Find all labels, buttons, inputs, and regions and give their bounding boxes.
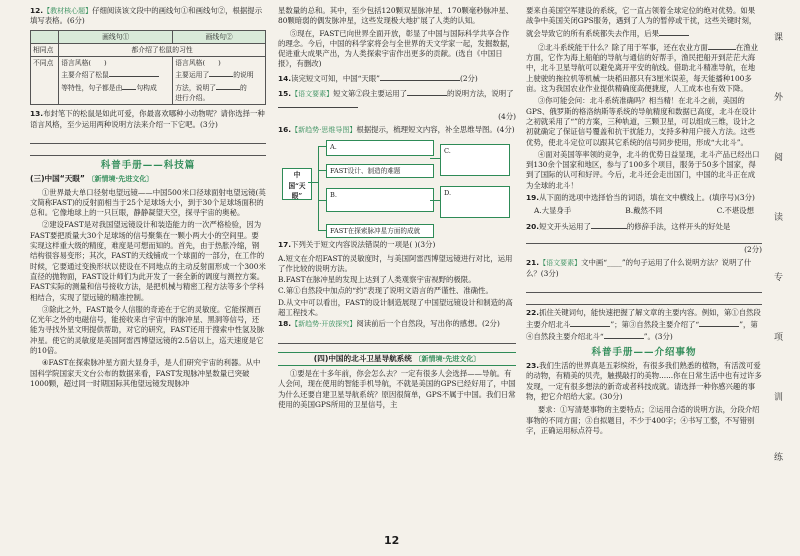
question-14 [278, 72, 516, 84]
answer-line[interactable] [30, 145, 266, 156]
answer-blank[interactable] [699, 318, 739, 327]
question-tag: 【语文要素】 [539, 259, 582, 268]
answer-blank[interactable] [209, 68, 233, 77]
answer-blank[interactable] [122, 81, 136, 90]
side-char: 读 [774, 213, 784, 223]
answer-blank[interactable] [708, 41, 736, 50]
question-text: 抓住关键词句，能快速把握了解文章的主要内容。例如，第①自然段主要介绍北斗 [526, 307, 761, 330]
paragraph: ①要是在十多年前，你会怎么去？一定有很多人会选择——导航。有人会问，现在使用的智能手机导航，不就是美国的GPS已经好用了，中国为什么还要自建卫星导航系统？原因很简单，GPS不属于中国。我们日常使用的美国GPS所用的卫星信号，主 [278, 368, 516, 409]
answer-line[interactable] [278, 333, 516, 344]
column-right [526, 6, 762, 438]
mind-map-node-a[interactable]: A. [326, 140, 434, 156]
side-char: 专 [774, 273, 784, 283]
question-13 [30, 109, 266, 130]
cell-text: ) [218, 59, 221, 68]
section-title: 科普手册——科技篇 [100, 159, 196, 171]
side-char: 练 [774, 453, 784, 463]
answer-line[interactable] [30, 133, 266, 144]
question-19 [526, 193, 762, 203]
column-middle [278, 6, 516, 412]
question-number: 23. [526, 361, 540, 371]
answer-line[interactable] [526, 282, 762, 293]
answer-blank[interactable] [109, 68, 159, 77]
paragraph: ③除此之外，FAST最令人信服的奇迹在于它的灵敏度。它能探测百亿光年之外的电磁信号，能接收来自宇宙中的脉冲星、黑洞等信号，还能为寻找外星文明提供帮助，对它的研究，FAST还用于搜索中性氢及脉冲星。使它的灵敏度是美国阿雷西博望远镜的2.5倍以上，巡天速度是它的10倍。 [30, 304, 265, 356]
cell-text: 等特性，句子都是由 [61, 83, 123, 92]
connector [318, 146, 326, 147]
option-a[interactable]: A.大显身手 [534, 206, 572, 216]
connector [318, 230, 326, 231]
question-22 [526, 308, 762, 343]
question-21 [526, 258, 762, 279]
question-18 [278, 319, 516, 329]
article-title-text: (四)中国的北斗卫星导航系统 [313, 353, 412, 363]
answer-blank[interactable] [278, 99, 358, 108]
question-score: (4分) [498, 111, 516, 121]
cell-text: 句构成 [136, 83, 157, 92]
page-number: 12 [384, 534, 400, 547]
question-text: 短文第②段主要运用了 [333, 89, 408, 99]
connector [430, 158, 440, 159]
paragraph: ⑤现在，FAST已向世界全面开放，彰显了中国与国际科学共享合作的理念。今后，中国的科学家将会与全世界的天文学家一起，发掘数据，促进重大成果产出，为人类探索宇宙作出更多的贡献。(选自《中国日报》，有删改) [278, 28, 515, 69]
mind-map-node-d[interactable]: D. [440, 186, 510, 218]
question-tag: 【新趋势·开放探究】 [291, 320, 357, 329]
question-number: 12. [30, 6, 44, 15]
mind-map-node: FAST在探索脉冲星方面的成就 [326, 224, 434, 238]
question-text: 读完短文可知，中国“天眼” [291, 73, 380, 83]
paragraph-text: 要来自美国空军建设的系统，它一直占领着全球定位的绝对优势。如果战争中美国关闭GPS服务，遇到了人为的暂停或干扰，这些关键时刻，就会导致它的所有系统都失去作用，后果 [526, 6, 757, 38]
mind-map [278, 138, 516, 238]
question-score: (2分) [744, 244, 762, 254]
mind-map-node: FAST设计、制造的难题 [326, 164, 434, 178]
answer-blank[interactable] [407, 87, 447, 96]
cell-text: 语言风格( [61, 59, 92, 68]
table-header: 画线句② [173, 30, 266, 43]
connector [318, 170, 326, 171]
side-char: 阅 [774, 153, 784, 163]
article-title [278, 352, 516, 366]
paragraph [526, 6, 762, 39]
option-a[interactable]: A.短文在介绍FAST的灵敏度时，与美国阿雷西博望远镜进行对比，运用了作比较的说明方法。 [278, 253, 513, 273]
section-title: 科普手册——介绍事物 [591, 346, 697, 358]
paragraph: ②建设FAST是对我国望远镜设计和装造能力的一次严格检验，因为FAST要把质量大30个足球场的信号聚集在一颗小两大小的空间里。要实现这样重大级的精度，难度是可想而知的。首先，由于热胀冷缩，钢结构很容易变形；其次，FAST的天线铺成一个球面的一部分，在工作的时候，它要通过变换形状以使设在不同地点的主动反射面形成一个300米直径的抛物面，FAST设计师们为此开发了一套全新的调度与测控方案。FAST实际的测量和信号接收方法，是把机械与精密工程方法等多个学科相结合，实现了望远镜的精准控制。 [30, 220, 266, 302]
mind-map-node-b[interactable]: B. [326, 188, 434, 212]
question-number: 17. [278, 240, 292, 250]
question-number: 21. [526, 258, 540, 268]
question-text: 仔细阅读该文段中的画线句①和画线句②，根据提示填写表格。(6分) [30, 6, 263, 26]
option-b[interactable]: B.FAST在脉冲星的发现上达到了人类观察宇宙视野的极限。 [278, 275, 476, 285]
question-number: 20. [526, 221, 540, 231]
answer-blank[interactable] [216, 81, 240, 90]
article-tag: 〔新情境·先进文化〕 [414, 354, 481, 363]
requirements: 要求：①写清楚事物的主要特点；②运用合适的说明方法，分段介绍事物的不同方面；③自拟题目，不少于400字；④书写工整，不写错别字，正确运用标点符号。 [526, 405, 760, 435]
cell-text: ) [104, 59, 107, 68]
option-b[interactable]: B.戴然不同 [625, 206, 663, 216]
answer-blank[interactable] [659, 27, 689, 36]
question-text: 下列关于短文内容说法错误的一项是( )(3分) [291, 240, 436, 250]
side-char: 训 [774, 393, 784, 403]
paragraph: ④FAST在探索脉冲星方面大显身手，是人们研究宇宙的利器。从中国科学院国家天文台公布的数据来看，FAST发现脉冲星数量已突破1000颗，超过同一时期国际其他望远镜发现脉冲 [30, 358, 261, 388]
table-header [31, 30, 59, 43]
article-title-text: (三)中国“天眼” [30, 174, 85, 184]
question-text: 布封笔下的松鼠是如此可爱，你最喜欢哪种小动物呢？请你选择一种语言风格，至少运用两种说明方法来介绍一下它吧。(3分) [30, 109, 265, 129]
question-text: 的修辞手法，这样开头的好处是 [626, 221, 731, 231]
cell-text: 主要介绍了松鼠 [61, 71, 109, 80]
question-text: 从下面的选项中选择恰当的词语，填在文中横线上。(填序号)(3分) [539, 193, 755, 203]
answer-blank[interactable] [380, 72, 460, 81]
article-tag: 〔新情境·先进文化〕 [87, 175, 154, 184]
connector [308, 182, 318, 183]
answer-line[interactable] [526, 294, 762, 305]
table-header: 画线句① [59, 30, 173, 43]
column-left [30, 6, 266, 391]
answer-blank[interactable] [604, 330, 644, 339]
question-tag: 【语文要素】 [291, 90, 334, 99]
question-tag: 【教材核心题】 [43, 7, 93, 15]
question-number: 14. [278, 73, 292, 83]
paragraph: ①世界最大单口径射电望远镜——中国500米口径球面射电望远镜(英文简称FAST)的反射面相当于25个足球场大小，到于30个足球场面积的总和。它像地球上的一只巨眼，静静凝望天空，探寻宇宙的奥秘。 [30, 187, 266, 218]
table-cell-left [59, 57, 173, 105]
question-number: 16. [278, 124, 292, 134]
question-text: 短文开头运用了 [539, 221, 591, 231]
question-16 [278, 125, 516, 135]
paragraph: 星数量的总和。其中，至少包括120颗双星脉冲星、170颗毫秒脉冲星、80颗暗弱的偶发脉冲星，这些发现极大地扩展了人类的认知。 [278, 6, 514, 26]
question-17 [278, 240, 516, 250]
question-text: 根据提示，梳理短文内容，补全思维导图。(4分) [356, 124, 515, 134]
answer-table [30, 30, 266, 106]
question-text: ”，第④自然段主要介绍北斗“ [526, 320, 758, 342]
table-cell-label: 不同点 [31, 57, 59, 105]
answer-blank[interactable] [570, 318, 610, 327]
table-cell-right [173, 57, 266, 105]
side-char: 课 [774, 33, 784, 43]
option-d[interactable]: D.从文中可以看出，FAST的设计制造展现了中国望远镜设计和制造的高超工程技术。 [278, 297, 513, 318]
cell-text: 的 [240, 83, 247, 92]
question-tag: 【新趋势·思维导图】 [291, 125, 357, 134]
question-score: ”。(3分) [643, 332, 673, 342]
paragraph-text: ②北斗系统能干什么？除了用于军事，还在农业方面 [537, 42, 708, 52]
question-text: 我们生活的世界真是五彩缤纷，有很多我们熟悉的植物，有活泼可爱的动物，有精美的贝壳，触摸敲打的美物......你在日常生活中也有过许多发现，一定有很多想法的新奇或者科技成就。请选择一种你感兴趣的事物，把它介绍给大家。(30分) [526, 361, 762, 401]
article-title [30, 174, 266, 184]
question-text: 的说明方法，说明了 [447, 89, 514, 99]
question-number: 22. [526, 307, 540, 317]
connector [318, 146, 319, 230]
question-number: 18. [278, 319, 292, 329]
side-char: 外 [774, 93, 784, 103]
mind-map-node-c[interactable]: C. [440, 144, 510, 176]
question-number: 19. [526, 193, 540, 203]
table-cell-label: 相同点 [31, 43, 59, 56]
connector [318, 200, 326, 201]
cell-text: 进行介绍。 [175, 94, 210, 103]
question-12 [30, 6, 266, 27]
option-c[interactable]: C.第①自然段中加点的“约”表现了说明文语言的严谨性、准确性。 [278, 286, 493, 296]
question-text: 阅读前后一个自然段，写出你的感想。(2分) [356, 319, 500, 329]
paragraph: ③你可能会问：北斗系统准确吗？相当精！在北斗之前，美国的GPS、俄罗斯的格洛纳斯等系统的导航精度和数据已高度，北斗在设计之初就采用了“”的方案，三种轨道，三颗卫星，可以组成三维，设计之初就确定了保证信号覆盖和抗干扰能力，支持多种用户接入方法。这些优势，使北斗定位可以跟其它系统的信号同步使用，形成“大北斗”。 [526, 96, 757, 147]
question-number: 13. [30, 109, 44, 119]
question-15 [278, 87, 516, 122]
question-text: ”；第③自然段主要介绍了“ [610, 320, 700, 330]
question-score: (2分) [459, 73, 478, 83]
options-row [526, 206, 762, 216]
connector [430, 200, 440, 201]
answer-line[interactable] [526, 233, 762, 244]
paragraph-text: 在渔业方面，它作为海上船舶的导航与通信的好帮手，渔民把船开到茫茫大海中，北斗卫星导航可以避免离开平安的航线。借助北斗精准导航，在地上驶驶的拖拉机等机械一块稻田都只有3厘米误差，每天能播种100多亩。这为我国农业作业提供精确度高便捷度，人工成本也有效下降。 [526, 42, 759, 94]
side-char: 项 [774, 333, 784, 343]
cell-text: 主要运用了 [175, 71, 210, 80]
cell-text: 方法，说明了 [175, 83, 217, 92]
paragraph: ④面对美国等率领的竞争，北斗的优势日益显现，北斗产品已经出口到130余个国家和地区，参与了100多个项目，服务于50多个国家，得到了国际的认可和好评。今后，北斗还会走出国门，中国的北斗正在成为全球的北斗！ [526, 149, 760, 190]
question-20 [526, 220, 762, 256]
option-c[interactable]: C.不堪设想 [716, 206, 754, 216]
cell-text: 语言风格( [175, 59, 206, 68]
question-text: 文中画“____”的句子运用了什么说明方法？说明了什么？(3分) [526, 258, 752, 278]
paragraph [526, 41, 762, 94]
mind-map-root: 中国“天眼” [282, 168, 312, 200]
answer-blank[interactable] [591, 220, 627, 229]
cell-text: 的说明 [233, 71, 254, 80]
question-23 [526, 361, 762, 402]
table-cell: 都介绍了松鼠的习性 [59, 43, 266, 56]
question-number: 15. [278, 89, 292, 99]
